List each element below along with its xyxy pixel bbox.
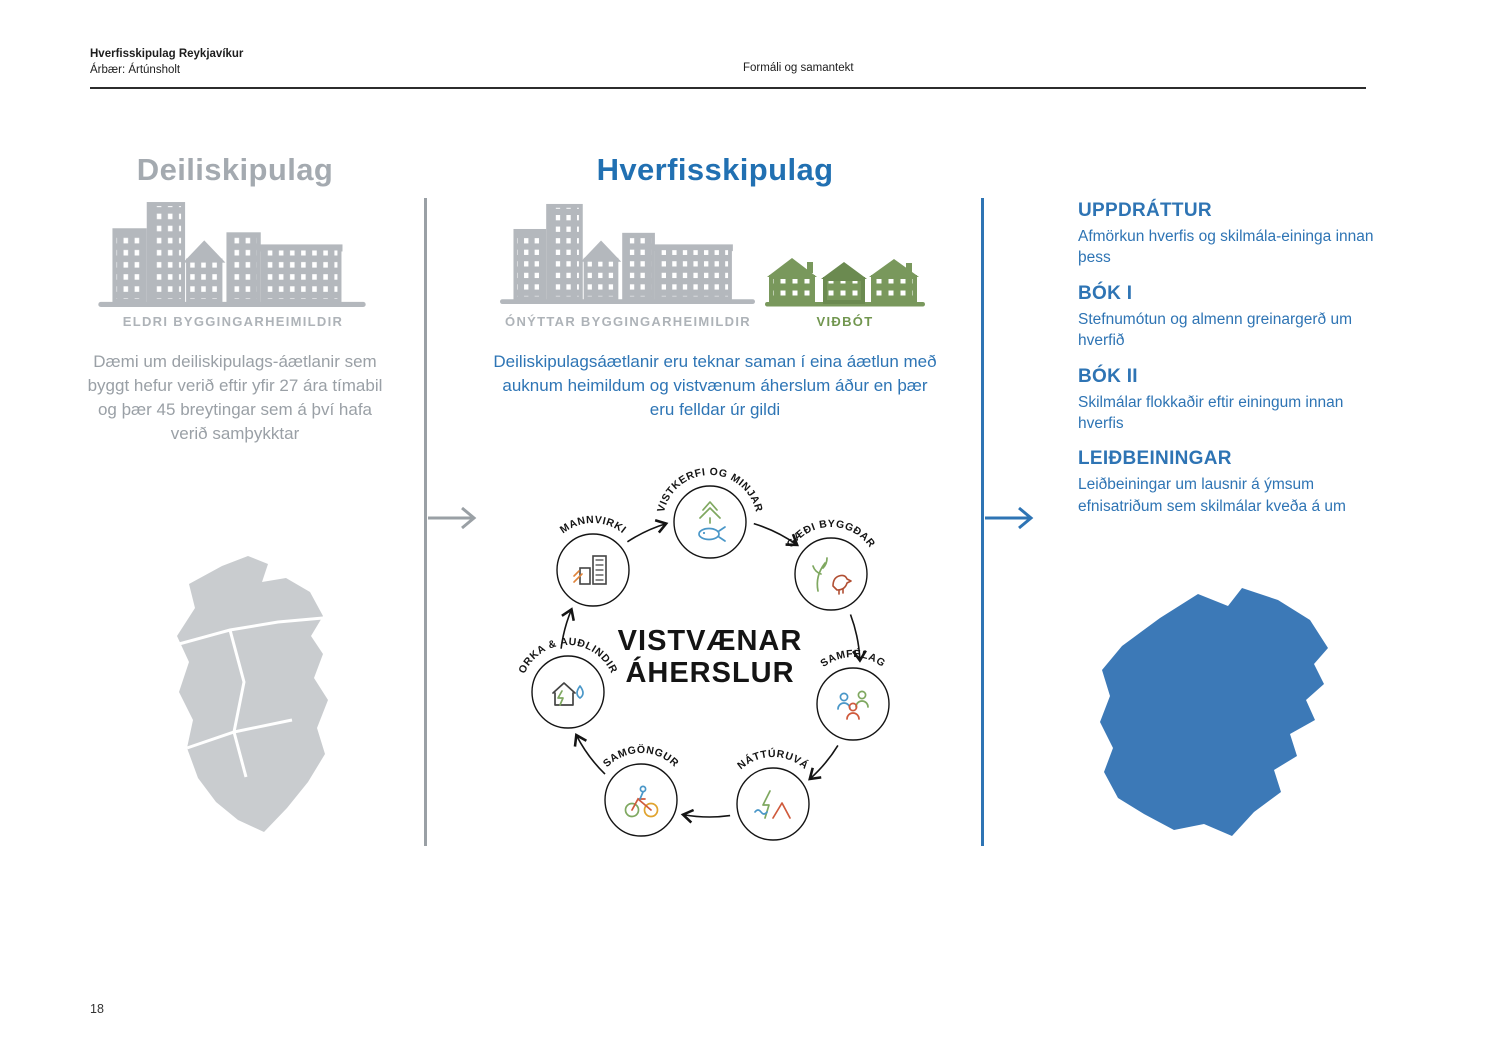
district-map-gray — [160, 552, 365, 844]
node-samgongur-circle — [605, 764, 677, 836]
section-body: Skilmálar flokkaðir eftir einingum innan hverfis — [1078, 393, 1344, 432]
arrow-right-blue-icon — [985, 504, 1037, 532]
middle-buildings-label-green: VIÐBÓT — [816, 314, 874, 329]
doc-subtitle: Árbær: Ártúnsholt — [90, 64, 181, 77]
doc-title: Hverfisskipulag Reykjavíkur — [90, 48, 244, 60]
green-houses-icon — [765, 251, 925, 307]
node-orka-circle — [532, 656, 604, 728]
section-heading: BÓK II — [1078, 365, 1138, 387]
cityscape-gray-middle-icon — [500, 200, 755, 308]
header-rule — [90, 87, 1366, 89]
section-bok-2 — [1078, 366, 1378, 435]
svg-text:MANNVIRKI — [558, 514, 629, 536]
diagram-center-title-line1: VISTVÆNAR — [617, 625, 803, 657]
middle-paragraph: Deiliskipulagsáætlanir eru teknar saman í eina áætlun með auknum heimildum og vistvænum áherslum áður en þær eru felldar úr gildi — [493, 352, 937, 420]
section-body: Afmörkun hverfis og skilmála-eininga innan þess — [1078, 228, 1374, 267]
right-column — [1078, 200, 1378, 531]
node-label-vistkerfi: VISTKERFI OG MINJAR — [655, 465, 765, 514]
middle-column-heading: Hverfisskipulag — [596, 152, 834, 187]
page-number: 18 — [90, 1002, 104, 1016]
left-buildings-label: ELDRI BYGGINGARHEIMILDIR — [122, 314, 344, 329]
node-label-mannvirki: MANNVIRKI — [557, 513, 629, 537]
section-bok-1 — [1078, 283, 1378, 352]
left-column-heading: Deiliskipulag — [136, 152, 334, 187]
node-gaedi-byggdar-circle — [795, 538, 867, 610]
section-body: Leiðbeiningar um lausnir á ýmsum efnisatriðum sem skilmálar kveða á um — [1078, 476, 1346, 515]
arrow-right-gray-icon — [428, 504, 480, 532]
cityscape-gray-icon — [98, 198, 366, 311]
node-label-samfelag: SAMFÉLAG — [818, 647, 888, 670]
section-heading: LEIÐBEININGAR — [1078, 448, 1232, 470]
section-body: Stefnumótun og almenn greinargerð um hverfið — [1078, 310, 1352, 350]
sustainability-cycle-diagram — [493, 462, 933, 862]
separator-line-gray — [424, 198, 427, 846]
section-heading: UPPDRÁTTUR — [1078, 200, 1212, 221]
svg-text:SAMFÉLAG — [818, 647, 887, 670]
section-leidbeiningar — [1078, 448, 1378, 517]
section-heading: BÓK I — [1078, 282, 1133, 304]
node-label-orka: ORKA & AUÐLINDIR — [516, 635, 620, 676]
node-label-samgongur: SAMGÖNGUR — [600, 743, 682, 770]
diagram-center-title-line2: ÁHERSLUR — [625, 657, 795, 689]
node-natturuva-circle — [737, 768, 809, 840]
header-doc-info — [90, 46, 243, 78]
node-label-gaedi: GÆÐI BYGGÐAR — [784, 517, 878, 551]
separator-line-blue — [981, 198, 984, 846]
left-paragraph: Dæmi um deiliskipulags-áætlanir sem byggt hefur verið eftir yfir 27 ára tímabil og þær 45 breytingar sem á því hafa verið samþykktar — [87, 352, 383, 444]
middle-buildings-label-gray: ÓNÝTTAR BYGGINGARHEIMILDIR — [505, 314, 751, 329]
section-uppdrattur — [1078, 200, 1378, 269]
district-map-blue — [1082, 572, 1337, 857]
node-label-natturuva: NÁTTÚRUVÁ — [735, 747, 811, 772]
header-section-title: Formáli og samantekt — [743, 62, 854, 74]
